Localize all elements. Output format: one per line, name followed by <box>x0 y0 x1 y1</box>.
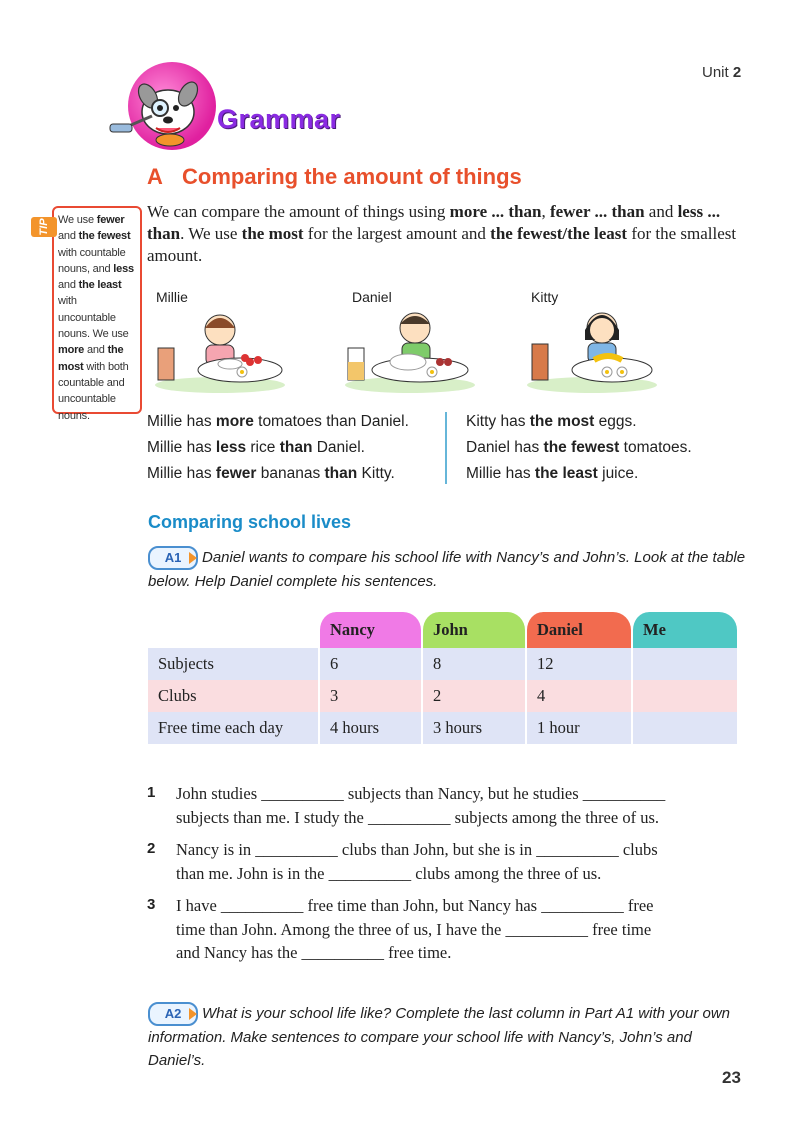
exercise-line: and Nancy has the __________ free time. <box>176 943 452 962</box>
page-number: 23 <box>722 1068 741 1087</box>
table-header-me: Me <box>631 612 737 648</box>
sentence-line: Millie has the least juice. <box>466 465 639 482</box>
table-cell: 3 hours <box>421 712 525 744</box>
sentence-line: Kitty has the most eggs. <box>466 413 637 430</box>
a2-badge: A2 <box>148 1002 198 1026</box>
a1-badge: A1 <box>148 546 198 570</box>
exercise-number: 1 <box>147 784 156 801</box>
exercise-line: John studies __________ subjects than Nancy, but he studies __________ <box>176 784 666 803</box>
table-cell: Clubs <box>148 680 318 712</box>
exercise-list <box>147 782 757 965</box>
section-title: Comparing the amount of things <box>182 164 522 189</box>
table-row <box>148 712 737 744</box>
table-header-john: John <box>421 612 525 648</box>
picture-label-kitty: Kitty <box>531 289 559 305</box>
table-cell: 8 <box>421 648 525 680</box>
unit-number: 2 <box>732 64 742 81</box>
kitty-meal-illustration <box>522 300 662 395</box>
exercise-item <box>147 838 757 885</box>
table-row <box>148 680 737 712</box>
unit-label: Unit 2 <box>702 64 742 81</box>
table-cell-me[interactable] <box>631 712 737 744</box>
exercise-line: time than John. Among the three of us, I have the __________ free time <box>176 919 652 939</box>
column-divider <box>445 412 447 484</box>
exercise-line: than me. John is in the __________ clubs among the three of us. <box>176 863 602 883</box>
subsection-title: Comparing school lives <box>148 512 352 532</box>
sentence-line: Daniel has the fewest tomatoes. <box>466 439 692 456</box>
superlative-sentences <box>466 409 756 487</box>
grammar-title: Grammar <box>217 104 341 134</box>
table-cell: 4 hours <box>318 712 421 744</box>
intro-paragraph: We can compare the amount of things using more ... than, fewer ... than and less ... than. We use the most for the largest amount and the fewest/the least for the smallest amount. <box>147 202 737 265</box>
school-life-table <box>148 612 737 744</box>
exercise-line: I have __________ free time than John, but Nancy has __________ free <box>176 896 654 915</box>
table-cell-me[interactable] <box>631 680 737 712</box>
millie-meal-illustration <box>150 300 290 395</box>
picture-label-daniel: Daniel <box>352 289 392 305</box>
section-letter: A <box>147 164 163 189</box>
exercise-number: 3 <box>147 896 156 913</box>
daniel-meal-illustration <box>340 300 480 395</box>
sentence-line: Millie has fewer bananas than Kitty. <box>147 465 395 482</box>
table-cell: 12 <box>525 648 631 680</box>
a2-instruction <box>148 1002 748 1072</box>
table-cell-me[interactable] <box>631 648 737 680</box>
exercise-text[interactable] <box>176 782 665 829</box>
table-cell: 4 <box>525 680 631 712</box>
a1-instruction-text: Daniel wants to compare his school life with Nancy’s and John’s. Look at the table below. Help Daniel complete his sentences. <box>148 549 746 590</box>
exercise-text[interactable] <box>176 894 653 965</box>
table-header-daniel: Daniel <box>525 612 631 648</box>
tip-text: We use fewer and the fewest with countable nouns, and less and the least with uncountable nouns. We use more and the most with both countable and uncountable nouns. <box>58 214 134 422</box>
table-header <box>148 612 318 648</box>
exercise-item <box>147 782 757 829</box>
table-cell: Free time each day <box>148 712 318 744</box>
exercise-line: subjects than me. I study the __________ subjects among the three of us. <box>176 807 659 827</box>
sentence-line: Millie has less rice than Daniel. <box>147 439 365 456</box>
dog-detective-icon <box>108 70 218 150</box>
table-cell: 6 <box>318 648 421 680</box>
table-cell: 3 <box>318 680 421 712</box>
table-header-nancy: Nancy <box>318 612 421 648</box>
exercise-number: 2 <box>147 840 156 857</box>
a1-instruction <box>148 546 748 593</box>
table-cell: 1 hour <box>525 712 631 744</box>
table-cell: 2 <box>421 680 525 712</box>
sentence-line: Millie has more tomatoes than Daniel. <box>147 413 409 430</box>
a2-instruction-text: What is your school life like? Complete the last column in Part A1 with your own information. Make sentences to compare your school life with Nancy’s, John’s and Daniel’s. <box>148 1005 731 1069</box>
comparative-sentences <box>147 409 442 487</box>
exercise-line: Nancy is in __________ clubs than John, but she is in __________ clubs <box>176 840 658 859</box>
exercise-text[interactable] <box>176 838 658 885</box>
exercise-item <box>147 894 757 965</box>
picture-label-millie: Millie <box>156 289 188 305</box>
table-cell: Subjects <box>148 648 318 680</box>
table-row <box>148 648 737 680</box>
tip-badge: TIP <box>31 217 57 237</box>
